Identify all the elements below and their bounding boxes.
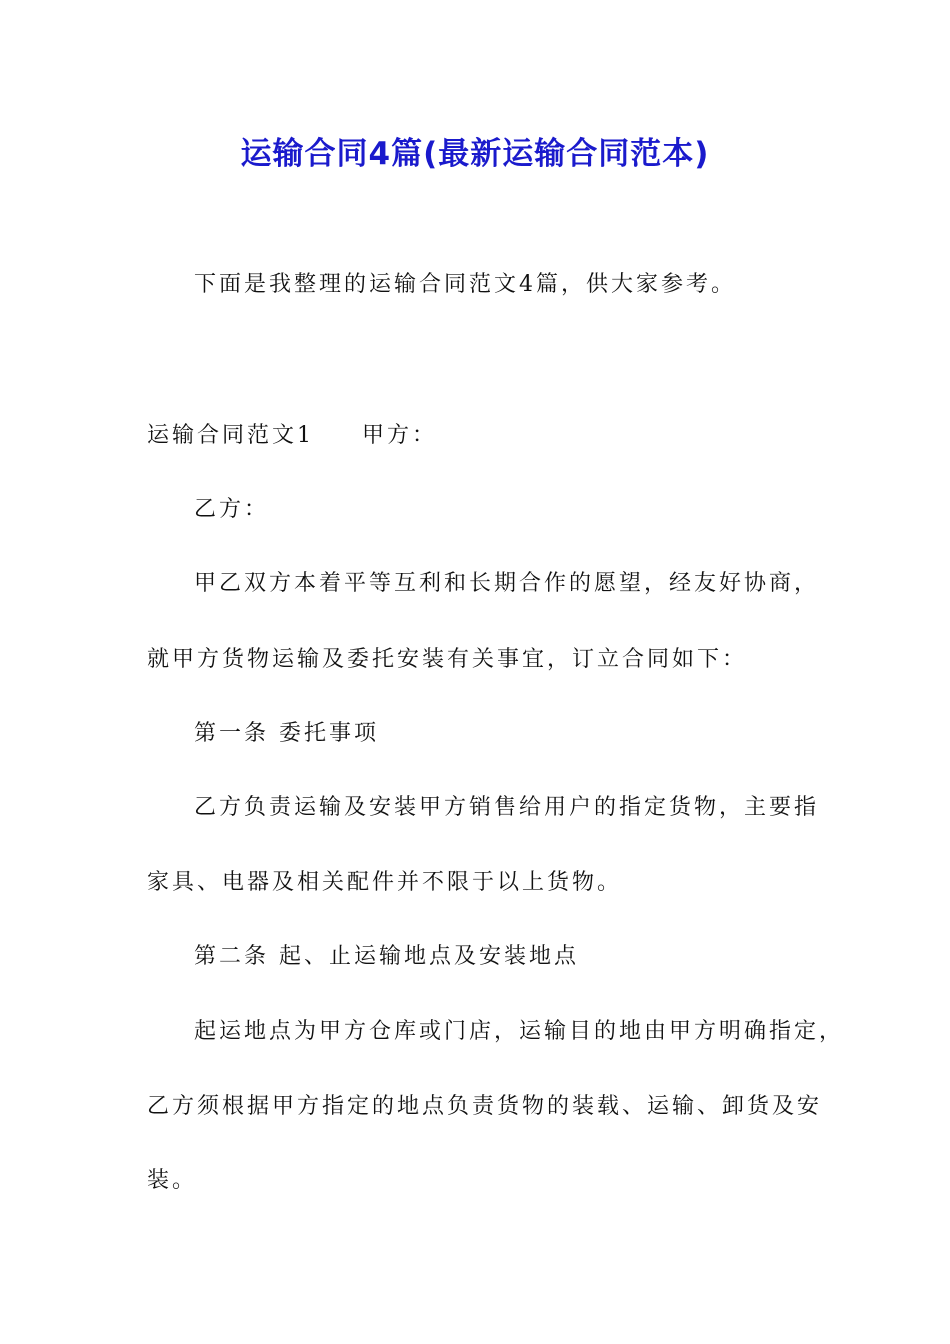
party-a-label: 甲方： [362, 423, 438, 448]
paragraph-line: 家具、电器及相关配件并不限于以上货物。 [147, 870, 623, 895]
paragraph-line: 乙方负责运输及安装甲方销售给用户的指定货物，主要指 [194, 795, 820, 820]
paragraph-line: 起运地点为甲方仓库或门店，运输目的地由甲方明确指定， [194, 1019, 845, 1044]
document-title: 运输合同4篇(最新运输合同范本) [240, 136, 710, 172]
article-1-title: 第一条 委托事项 [194, 721, 379, 746]
section-heading-line [147, 421, 437, 451]
article-2-title: 第二条 起、止运输地点及安装地点 [194, 944, 579, 969]
section-heading: 运输合同范文1 [147, 423, 314, 448]
intro-paragraph: 下面是我整理的运输合同范文4篇，供大家参考。 [194, 272, 736, 297]
paragraph-line: 甲乙双方本着平等互利和长期合作的愿望，经友好协商， [194, 571, 820, 596]
paragraph-line: 就甲方货物运输及委托安装有关事宜，订立合同如下： [147, 647, 748, 672]
paragraph-line: 装。 [147, 1168, 198, 1193]
paragraph-line: 乙方须根据甲方指定的地点负责货物的装载、运输、卸货及安 [147, 1094, 823, 1119]
party-b-label: 乙方： [194, 497, 270, 522]
